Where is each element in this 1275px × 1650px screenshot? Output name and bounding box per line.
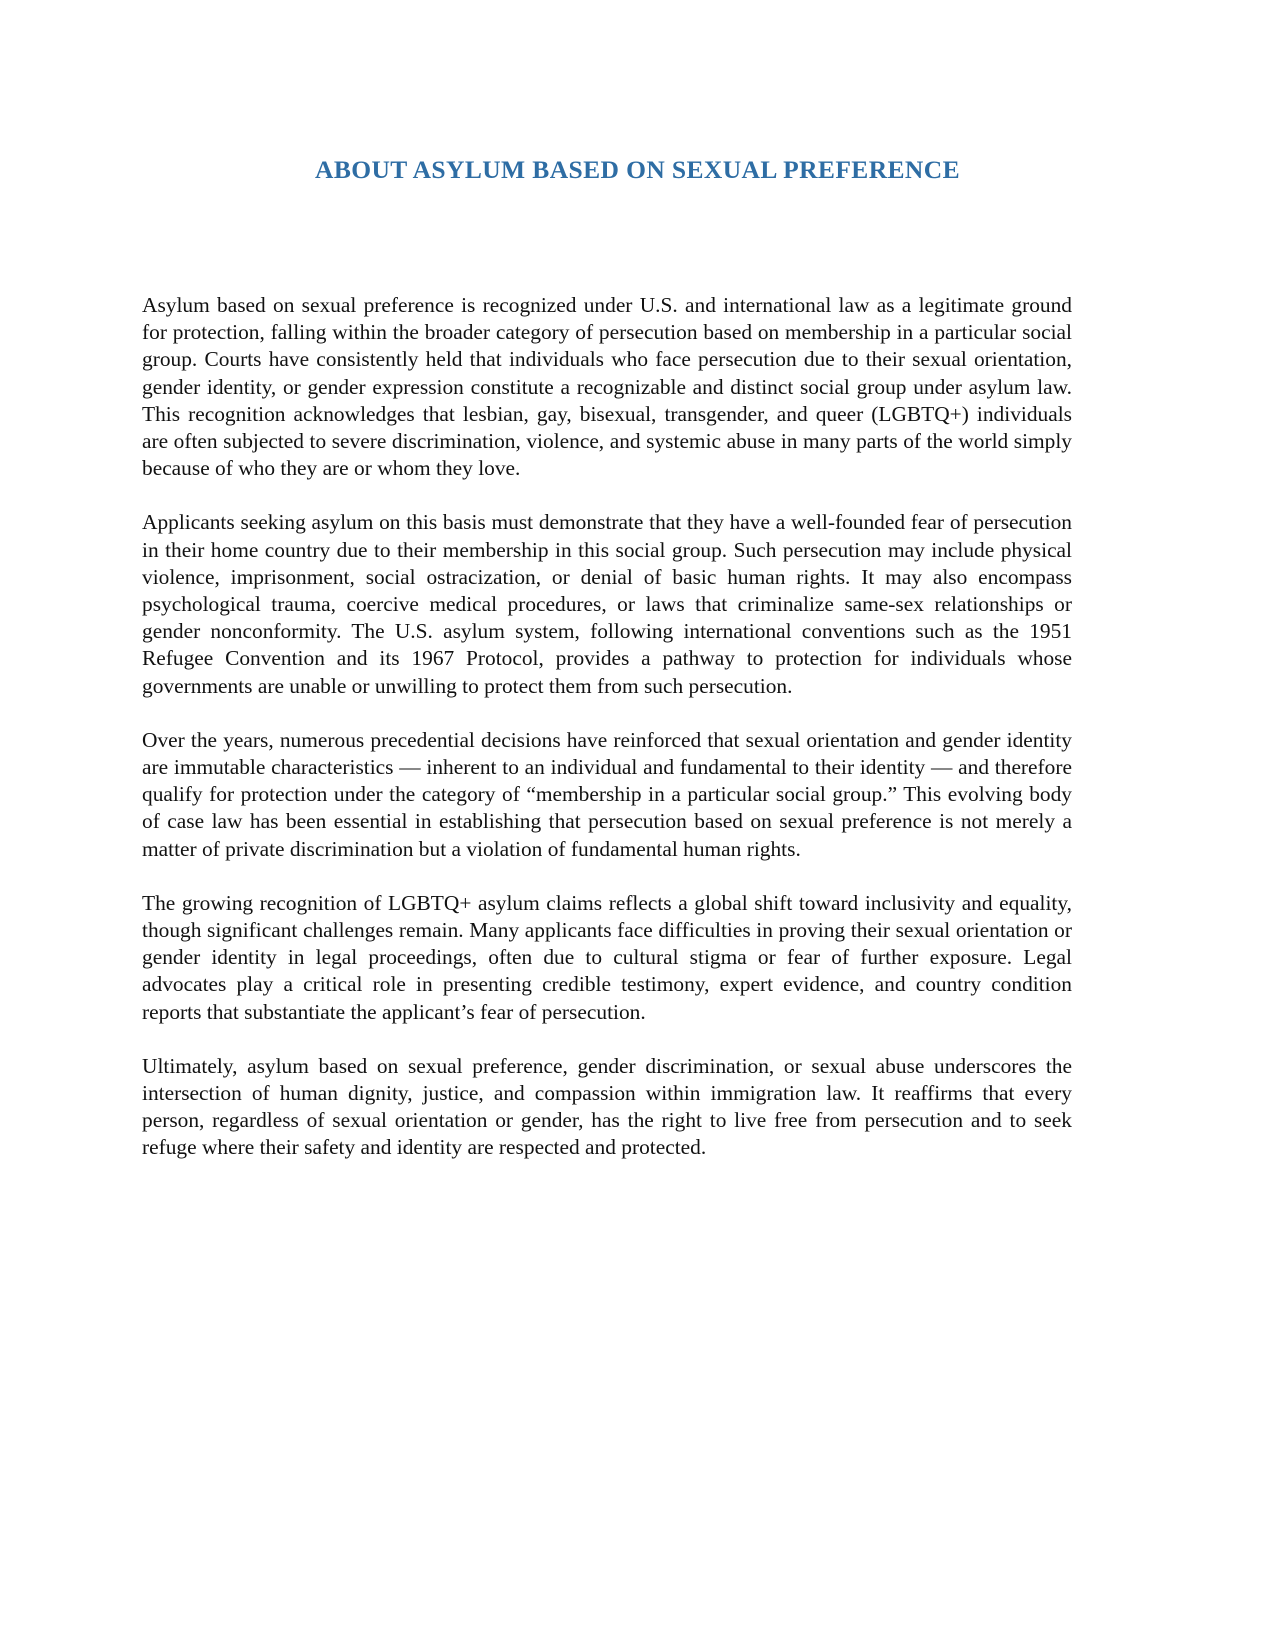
document-body [142,292,1072,1162]
body-paragraph: Applicants seeking asylum on this basis must demonstrate that they have a well-founded fear of persecution in their home country due to their membership in this social group. Such persecution may include physical violence, imprisonment, social ostracization, or denial of basic human rights. It may also encompass psychological trauma, coercive medical procedures, or laws that criminalize same-sex relationships or gender nonconformity. The U.S. asylum system, following international conventions such as the 1951 Refugee Convention and its 1967 Protocol, provides a pathway to protection for individuals whose governments are unable or unwilling to protect them from such persecution. [142,510,1072,698]
body-paragraph: The growing recognition of LGBTQ+ asylum claims reflects a global shift toward inclusivity and equality, though significant challenges remain. Many applicants face difficulties in proving their sexual orientation or gender identity in legal proceedings, often due to cultural stigma or fear of further exposure. Legal advocates play a critical role in presenting credible testimony, expert evidence, and country condition reports that substantiate the applicant’s fear of persecution. [142,890,1072,1024]
body-paragraph: Over the years, numerous precedential decisions have reinforced that sexual orientation and gender identity are immutable characteristics — inherent to an individual and fundamental to their identity — and therefore qualify for protection under the category of “membership in a particular social group.” This evolving body of case law has been essential in establishing that persecution based on sexual preference is not merely a matter of private discrimination but a violation of fundamental human rights. [142,727,1072,861]
body-paragraph: Asylum based on sexual preference is recognized under U.S. and international law as a legitimate ground for protection, falling within the broader category of persecution based on membership in a particular social group. Courts have consistently held that individuals who face persecution due to their sexual orientation, gender identity, or gender expression constitute a recognizable and distinct social group under asylum law. This recognition acknowledges that lesbian, gay, bisexual, transgender, and queer (LGBTQ+) individuals are often subjected to severe discrimination, violence, and systemic abuse in many parts of the world simply because of who they are or whom they love. [142,293,1072,481]
page-title: ABOUT ASYLUM BASED ON SEXUAL PREFERENCE [315,155,960,185]
body-paragraph: Ultimately, asylum based on sexual preference, gender discrimination, or sexual abuse underscores the intersection of human dignity, justice, and compassion within immigration law. It reaffirms that every person, regardless of sexual orientation or gender, has the right to live free from persecution and to seek refuge where their safety and identity are respected and protected. [142,1053,1072,1160]
